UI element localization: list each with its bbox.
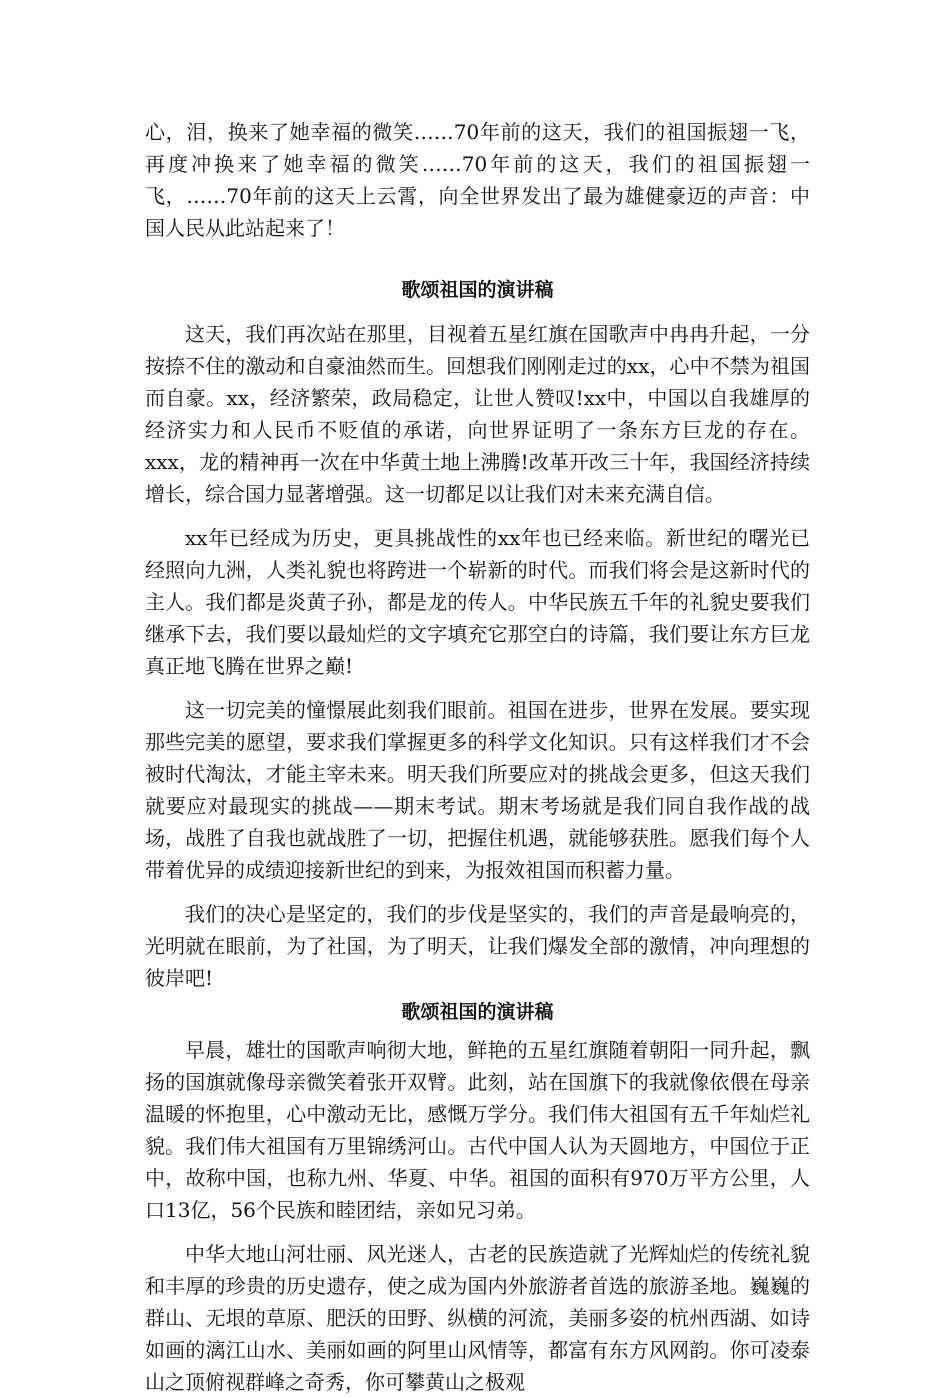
body-paragraph: 中华大地山河壮丽、风光迷人，古老的民族造就了光辉灿烂的传统礼貌和丰厚的珍贵的历史遗存，使之成为国内外旅游者首选的旅游圣地。巍巍的群山、无垠的草原、肥沃的田野、纵横的河流，美丽多姿的杭州西湖、如诗如画的漓江山水、美丽如画的阿里山风情等，都富有东方风网韵。你可凌泰山之顶俯视群峰之奇秀，你可攀黄山之极观 xyxy=(145,1242,810,1394)
body-paragraph: 这一切完美的憧憬展此刻我们眼前。祖国在进步，世界在发展。要实现那些完美的愿望，要求我们掌握更多的科学文化知识。只有这样我们才不会被时代淘汰，才能主宰未来。明天我们所要应对的挑战会更多，但这天我们就要应对最现实的挑战——期末考试。期末考场就是我们同自我作战的战场，战胜了自我也就战胜了一切，把握住机遇，就能够获胜。愿我们每个人带着优异的成绩迎接新世纪的到来，为报效祖国而积蓄力量。 xyxy=(145,698,810,882)
body-paragraph: xx年已经成为历史，更具挑战性的xx年也已经来临。新世纪的曙光已经照向九洲，人类礼貌也将跨进一个崭新的时代。而我们将会是这新时代的主人。我们都是炎黄子孙，都是龙的传人。中华民族五千年的礼貌史要我们继承下去，我们要以最灿烂的文字填充它那空白的诗篇，我们要让东方巨龙真正地飞腾在世界之巅! xyxy=(145,526,810,678)
section-title: 歌颂祖国的演讲稿 xyxy=(401,1001,554,1023)
body-paragraph: 早晨，雄壮的国歌声响彻大地，鲜艳的五星红旗随着朝阳一同升起，飘扬的国旗就像母亲微笑着张开双臂。此刻，站在国旗下的我就像依偎在母亲温暖的怀抱里，心中激动无比，感慨万学分。我们伟大祖国有五千年灿烂礼貌。我们伟大祖国有万里锦绣河山。古代中国人认为天圆地方，中国位于正中，故称中国，也称九州、华夏、中华。祖国的面积有970万平方公里，人口13亿，56个民族和睦团结，亲如兄习弟。 xyxy=(145,1038,810,1222)
body-paragraph: 我们的决心是坚定的，我们的步伐是坚实的，我们的声音是最响亮的，光明就在眼前，为了社国，为了明天，让我们爆发全部的激情，冲向理想的彼岸吧! xyxy=(145,902,810,990)
continuation-paragraph: 心，泪，换来了她幸福的微笑……70年前的这天，我们的祖国振翅一飞，再度冲换来了她幸福的微笑……70年前的这天，我们的祖国振翅一飞，……70年前的这天上云霄，向全世界发出了最为雄健豪迈的声音：中国人民从此站起来了！ xyxy=(145,120,810,240)
section-title: 歌颂祖国的演讲稿 xyxy=(401,279,554,301)
document-page xyxy=(145,116,810,1398)
body-paragraph: 这天，我们再次站在那里，目视着五星红旗在国歌声中冉冉升起，一分按捺不住的激动和自豪油然而生。回想我们刚刚走过的xx，心中不禁为祖国而自豪。xx，经济繁荣，政局稳定，让世人赞叹!xx中，中国以自我雄厚的经济实力和人民币不贬值的承诺，向世界证明了一条东方巨龙的存在。xxx，龙的精神再一次在中华黄土地上沸腾!改革开改三十年，我国经济持续增长，综合国力显著增强。这一切都足以让我们对未来充满自信。 xyxy=(145,322,810,506)
